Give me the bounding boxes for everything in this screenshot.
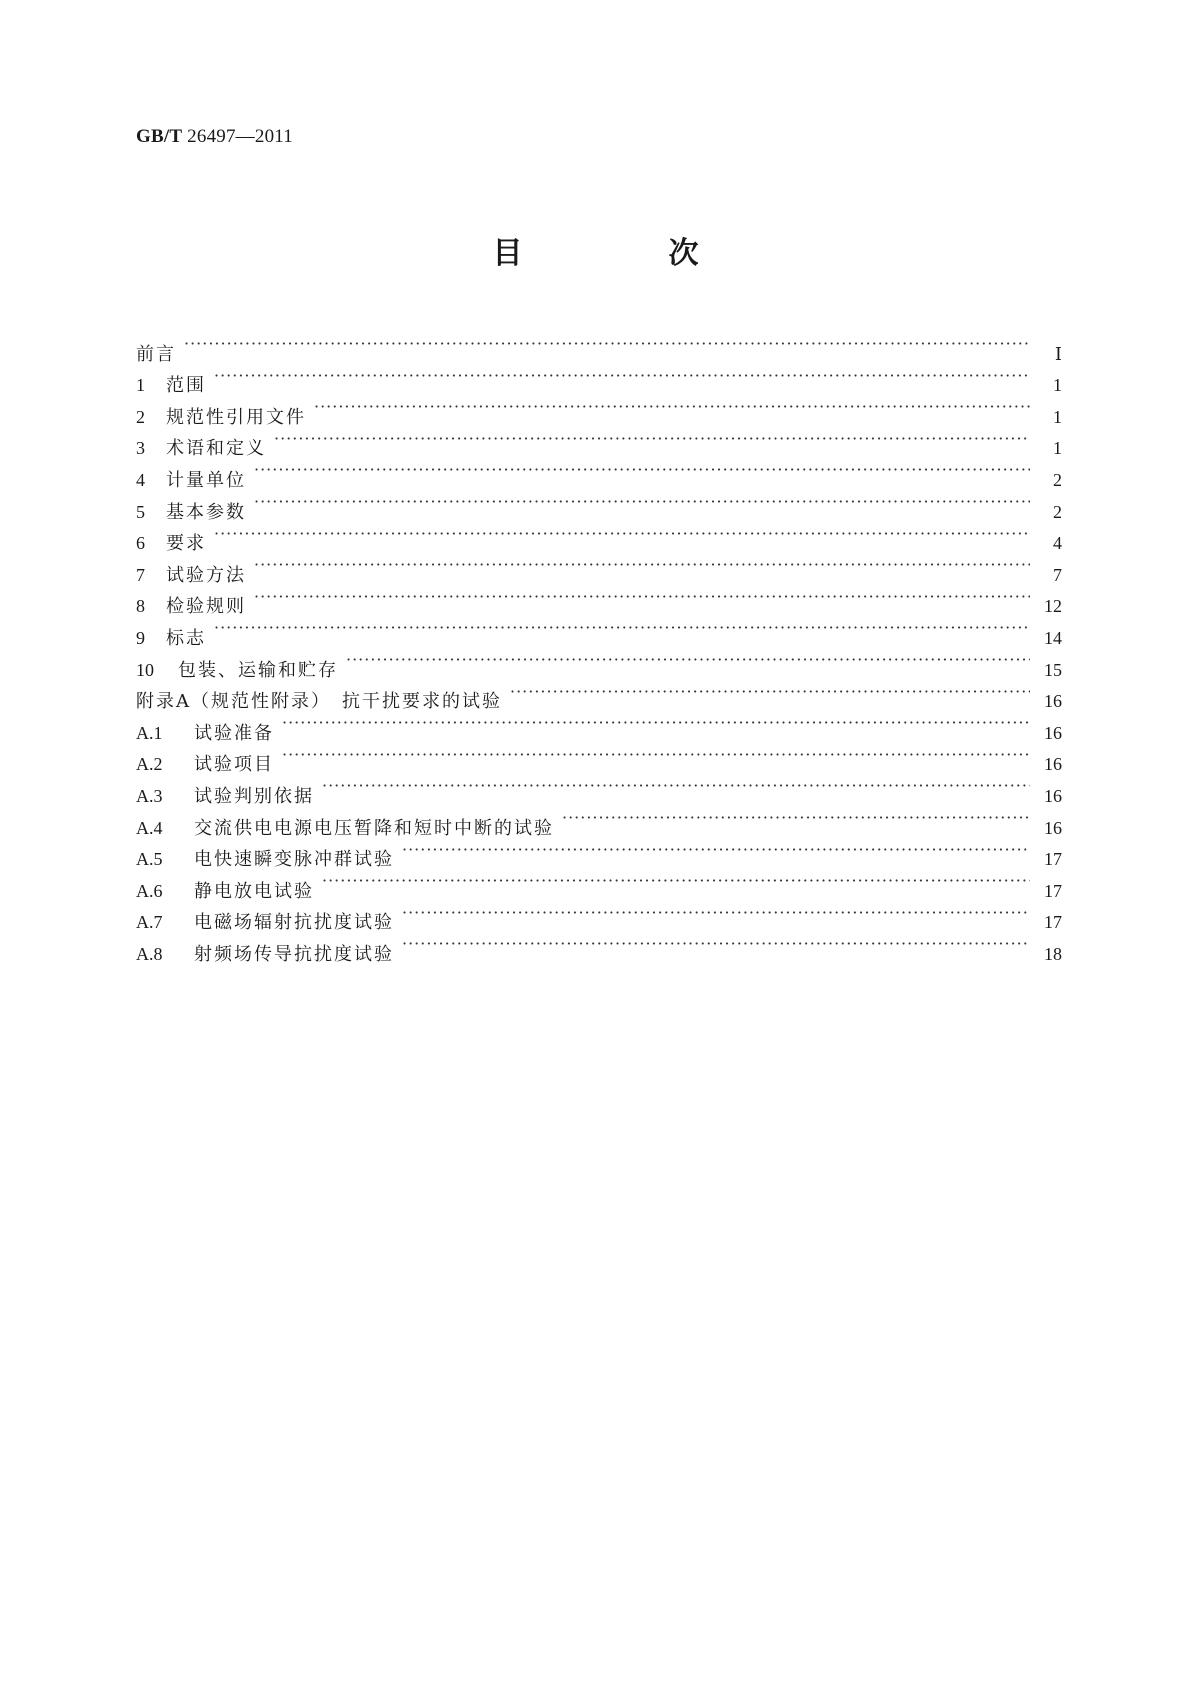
toc-entry-page: 1 [1053,375,1062,396]
toc-entry-page: 15 [1044,659,1062,680]
toc-leader-dots [254,486,1030,518]
toc-entry[interactable] [136,454,1062,491]
toc-entry-number: A.3 [136,785,163,806]
toc-entry-title: 包装、运输和贮存 [178,659,338,681]
toc-leader-dots [214,360,1030,392]
toc-leader-dots [214,518,1030,550]
toc-entry-page: 14 [1044,627,1062,648]
table-of-contents [136,328,1062,965]
toc-entry-title: 电磁场辐射抗扰度试验 [194,912,394,934]
toc-entry-number: 6 [136,533,145,554]
toc-entry-number: A.6 [136,880,163,901]
toc-leader-dots [254,581,1030,613]
toc-entry-page: 18 [1044,943,1062,964]
toc-entry[interactable] [136,581,1062,618]
toc-entry-page: 12 [1044,596,1062,617]
toc-entry-page: 16 [1044,722,1062,743]
page-title: 目 次 [492,236,757,271]
toc-entry-page: 2 [1053,469,1062,490]
toc-entry-title: 计量单位 [166,469,246,491]
standard-number: 26497—2011 [187,126,293,147]
toc-entry-page: 16 [1044,691,1062,712]
toc-entry[interactable] [136,518,1062,555]
toc-entry-page: 16 [1044,785,1062,806]
toc-entry-title: 交流供电电源电压暂降和短时中断的试验 [194,817,554,839]
toc-entry-title: 试验项目 [194,754,274,776]
toc-entry-title: 静电放电试验 [194,880,314,902]
toc-entry[interactable] [136,423,1062,460]
toc-entry-title: 基本参数 [166,501,246,523]
toc-entry-page: 16 [1044,754,1062,775]
toc-entry-number: A.4 [136,817,163,838]
toc-entry-number: A.1 [136,722,163,743]
toc-entry-number: 7 [136,564,145,585]
toc-entry[interactable] [136,612,1062,649]
toc-entry-page: 2 [1053,501,1062,522]
toc-leader-dots [274,423,1030,455]
standard-code [136,126,293,148]
toc-entry-page: 17 [1044,880,1062,901]
toc-leader-dots [214,612,1030,644]
toc-entry-number: 5 [136,501,145,522]
toc-entry-page: 17 [1044,849,1062,870]
standard-prefix: GB/T [136,126,183,147]
toc-entry-title: 检验规则 [166,596,246,618]
toc-entry[interactable] [136,739,1062,776]
toc-entry-number: A.5 [136,849,163,870]
toc-leader-dots [282,739,1030,771]
toc-entry[interactable] [136,360,1062,397]
toc-entry-number: 2 [136,406,145,427]
toc-entry-number: 9 [136,627,145,648]
toc-leader-dots [562,802,1030,834]
toc-leader-dots [402,834,1030,866]
toc-entry-title: 试验方法 [166,564,246,586]
toc-leader-dots [184,328,1030,360]
toc-leader-dots [510,676,1030,708]
toc-entry[interactable] [136,486,1062,523]
toc-entry-page: 1 [1053,406,1062,427]
toc-leader-dots [346,644,1030,676]
toc-entry-title: 射频场传导抗扰度试验 [194,943,394,965]
toc-leader-dots [402,897,1030,929]
toc-entry-number: A.8 [136,943,163,964]
toc-entry-page: 4 [1053,533,1062,554]
toc-entry-number: 4 [136,469,145,490]
toc-entry-title: 附录A（规范性附录） 抗干扰要求的试验 [136,691,502,713]
toc-entry-number: A.2 [136,754,163,775]
toc-entry-title: 规范性引用文件 [166,406,306,428]
toc-entry[interactable] [136,328,1062,365]
toc-entry-page: 7 [1053,564,1062,585]
toc-entry-page: 16 [1044,817,1062,838]
toc-entry-page: Ⅰ [1054,343,1062,364]
toc-entry-title: 要求 [166,533,206,555]
toc-leader-dots [322,865,1030,897]
toc-leader-dots [402,928,1030,960]
toc-entry-number: A.7 [136,912,163,933]
toc-entry[interactable] [136,644,1062,681]
toc-leader-dots [254,549,1030,581]
toc-entry-page: 17 [1044,912,1062,933]
toc-entry-title: 前言 [136,343,176,365]
toc-entry-number: 3 [136,438,145,459]
toc-entry-page: 1 [1053,438,1062,459]
toc-leader-dots [322,770,1030,802]
toc-entry-number: 8 [136,596,145,617]
toc-entry-title: 电快速瞬变脉冲群试验 [194,849,394,871]
toc-entry[interactable] [136,549,1062,586]
toc-entry-number: 10 [136,659,154,680]
toc-entry-title: 术语和定义 [166,438,266,460]
toc-leader-dots [282,707,1030,739]
toc-entry-title: 标志 [166,627,206,649]
toc-entry-title: 试验准备 [194,722,274,744]
toc-entry[interactable] [136,770,1062,807]
toc-entry[interactable] [136,391,1062,428]
toc-entry-title: 范围 [166,375,206,397]
toc-leader-dots [254,454,1030,486]
toc-entry-number: 1 [136,375,145,396]
toc-leader-dots [314,391,1030,423]
toc-entry-title: 试验判别依据 [194,785,314,807]
